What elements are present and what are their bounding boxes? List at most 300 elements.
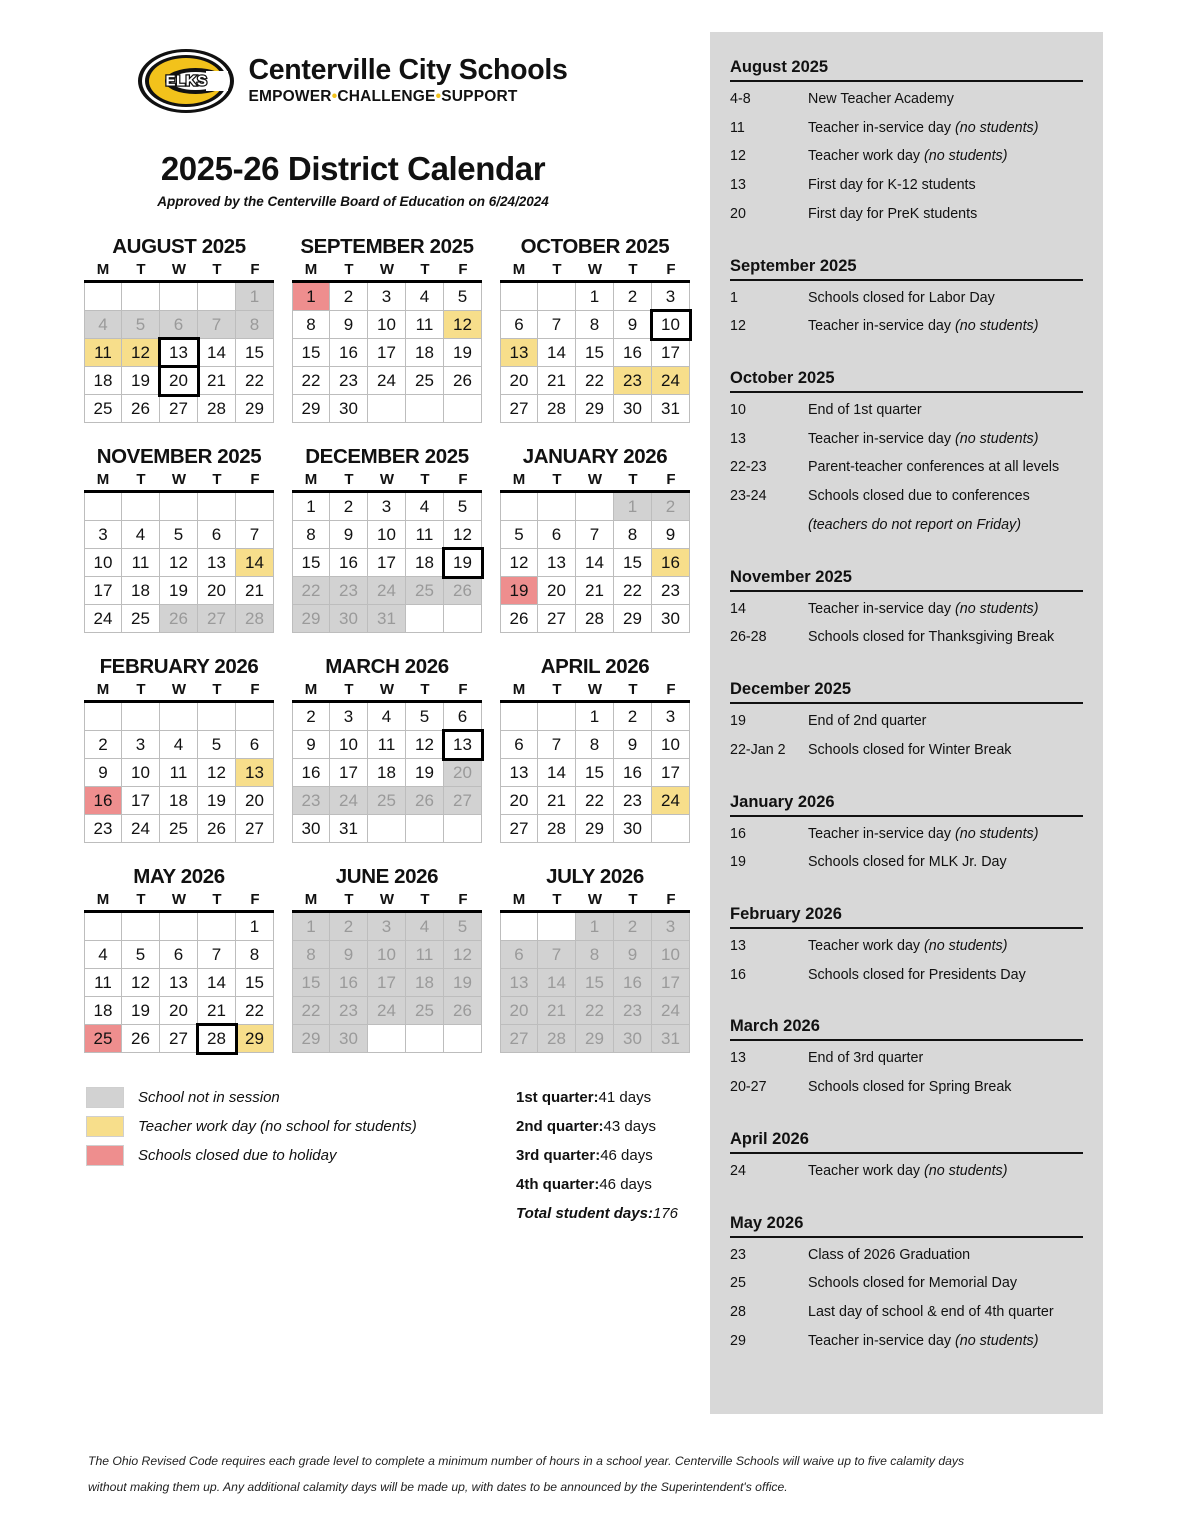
key-dates-sidebar — [710, 32, 1103, 1414]
day-cell[interactable]: 22 — [236, 997, 274, 1025]
day-cell[interactable]: 15 — [236, 339, 274, 367]
day-cell[interactable]: 19 — [122, 997, 160, 1025]
day-cell[interactable]: 17 — [652, 339, 690, 367]
day-cell[interactable]: 9 — [84, 759, 122, 787]
day-cell[interactable]: 9 — [652, 521, 690, 549]
day-cell[interactable]: 1 — [614, 493, 652, 521]
day-cell[interactable]: 5 — [444, 913, 482, 941]
day-cell[interactable]: 17 — [84, 577, 122, 605]
day-cell[interactable]: 27 — [500, 815, 538, 843]
day-cell[interactable]: 4 — [84, 941, 122, 969]
day-cell[interactable]: 27 — [538, 605, 576, 633]
day-cell[interactable]: 30 — [330, 605, 368, 633]
day-cell[interactable]: 10 — [368, 521, 406, 549]
day-cell[interactable]: 7 — [236, 521, 274, 549]
day-cell[interactable]: 28 — [236, 605, 274, 633]
day-cell[interactable]: 23 — [652, 577, 690, 605]
dow-label: T — [628, 261, 638, 278]
day-cell[interactable]: 21 — [538, 787, 576, 815]
day-cell[interactable]: 21 — [236, 577, 274, 605]
day-cell[interactable]: 8 — [576, 311, 614, 339]
day-cell[interactable]: 20 — [198, 577, 236, 605]
day-cell[interactable]: 19 — [122, 367, 160, 395]
day-cell[interactable]: 13 — [198, 549, 236, 577]
day-cell[interactable]: 13 — [160, 969, 198, 997]
day-cell[interactable]: 6 — [236, 731, 274, 759]
day-cell[interactable]: 25 — [122, 605, 160, 633]
day-cell[interactable]: 11 — [406, 521, 444, 549]
day-cell[interactable]: 20 — [160, 997, 198, 1025]
day-cell[interactable]: 8 — [292, 311, 330, 339]
day-cell[interactable]: 28 — [576, 605, 614, 633]
day-cell[interactable]: 16 — [330, 969, 368, 997]
day-cell[interactable]: 21 — [576, 577, 614, 605]
day-cell[interactable]: 23 — [614, 997, 652, 1025]
day-cell[interactable]: 6 — [444, 703, 482, 731]
dow-label: W — [587, 681, 603, 698]
day-cell[interactable]: 25 — [368, 787, 406, 815]
day-cell[interactable]: 29 — [292, 605, 330, 633]
sidebar-event-text — [808, 118, 1083, 139]
day-cell[interactable]: 1 — [576, 283, 614, 311]
day-cell[interactable]: 2 — [652, 493, 690, 521]
month-name: JULY 2026 — [546, 865, 644, 888]
sidebar-event — [730, 114, 1083, 143]
day-cell[interactable]: 17 — [652, 759, 690, 787]
sidebar-month-heading: January 2026 — [730, 793, 1083, 817]
day-cell[interactable]: 13 — [538, 549, 576, 577]
day-cell[interactable]: 26 — [444, 577, 482, 605]
day-cell[interactable]: 1 — [292, 913, 330, 941]
day-cell[interactable]: 19 — [444, 339, 482, 367]
day-cell[interactable]: 10 — [368, 311, 406, 339]
day-cell[interactable]: 30 — [614, 1025, 652, 1053]
day-cell[interactable]: 20 — [236, 787, 274, 815]
day-cell-empty — [538, 283, 576, 311]
day-cell[interactable]: 15 — [292, 969, 330, 997]
day-cell[interactable]: 8 — [292, 521, 330, 549]
day-cell[interactable]: 5 — [444, 283, 482, 311]
day-cell[interactable]: 11 — [406, 311, 444, 339]
day-cell[interactable]: 30 — [614, 815, 652, 843]
day-cell[interactable]: 16 — [330, 549, 368, 577]
day-cell[interactable]: 19 — [198, 787, 236, 815]
day-cell[interactable]: 3 — [330, 703, 368, 731]
day-cell[interactable]: 16 — [614, 759, 652, 787]
day-cell[interactable]: 9 — [330, 311, 368, 339]
day-cell[interactable]: 1 — [292, 283, 330, 311]
day-cell[interactable]: 1 — [292, 493, 330, 521]
day-cell[interactable]: 16 — [84, 787, 122, 815]
day-cell[interactable]: 6 — [500, 941, 538, 969]
sidebar-event-text-main: First day for K-12 students — [808, 177, 976, 194]
day-cell[interactable]: 6 — [160, 311, 198, 339]
day-cell[interactable]: 13 — [500, 339, 538, 367]
day-cell[interactable]: 18 — [160, 787, 198, 815]
day-cell[interactable]: 17 — [652, 969, 690, 997]
day-cell[interactable]: 13 — [444, 731, 482, 759]
day-cell[interactable]: 16 — [330, 339, 368, 367]
day-cell[interactable]: 18 — [84, 367, 122, 395]
day-cell[interactable]: 28 — [538, 815, 576, 843]
day-cell[interactable]: 12 — [198, 759, 236, 787]
day-cell[interactable]: 25 — [406, 577, 444, 605]
day-cell[interactable]: 12 — [444, 521, 482, 549]
month-calendar — [292, 235, 482, 423]
day-cell[interactable]: 6 — [500, 311, 538, 339]
day-cell[interactable]: 3 — [652, 913, 690, 941]
day-cell[interactable]: 29 — [292, 395, 330, 423]
day-cell[interactable]: 23 — [614, 787, 652, 815]
day-cell[interactable]: 10 — [122, 759, 160, 787]
day-cell[interactable]: 27 — [444, 787, 482, 815]
day-cell[interactable]: 30 — [652, 605, 690, 633]
day-cell[interactable]: 30 — [614, 395, 652, 423]
day-cell[interactable]: 24 — [84, 605, 122, 633]
day-cell[interactable]: 9 — [614, 731, 652, 759]
day-cell[interactable]: 20 — [538, 577, 576, 605]
day-cell[interactable]: 18 — [406, 969, 444, 997]
day-cell[interactable]: 17 — [368, 549, 406, 577]
day-cell[interactable]: 28 — [538, 395, 576, 423]
day-cell[interactable]: 3 — [84, 521, 122, 549]
day-cell[interactable]: 22 — [292, 577, 330, 605]
day-cell[interactable]: 14 — [576, 549, 614, 577]
day-cell[interactable]: 27 — [500, 1025, 538, 1053]
day-cell[interactable]: 22 — [576, 367, 614, 395]
sidebar-event-date: 13 — [730, 177, 746, 194]
day-cell[interactable]: 2 — [84, 731, 122, 759]
day-cell[interactable]: 1 — [576, 703, 614, 731]
day-cell[interactable]: 25 — [84, 395, 122, 423]
day-cell[interactable]: 22 — [292, 997, 330, 1025]
day-cell[interactable]: 27 — [198, 605, 236, 633]
day-cell[interactable]: 28 — [538, 1025, 576, 1053]
day-cell[interactable]: 19 — [500, 577, 538, 605]
day-cell[interactable]: 27 — [160, 1025, 198, 1053]
day-cell[interactable]: 25 — [160, 815, 198, 843]
dow-label: M — [96, 891, 110, 908]
day-cell[interactable]: 5 — [122, 941, 160, 969]
day-cell[interactable]: 18 — [406, 339, 444, 367]
sidebar-event-text-note: (no students) — [955, 119, 1039, 136]
day-cell[interactable]: 11 — [122, 549, 160, 577]
day-cell[interactable]: 19 — [444, 969, 482, 997]
day-cell[interactable]: 5 — [122, 311, 160, 339]
day-cell[interactable]: 24 — [368, 997, 406, 1025]
day-cell-empty — [406, 395, 444, 423]
day-cell[interactable]: 30 — [330, 1025, 368, 1053]
day-cell[interactable]: 31 — [368, 605, 406, 633]
day-cell[interactable]: 26 — [444, 997, 482, 1025]
day-cell[interactable]: 18 — [406, 549, 444, 577]
month-calendar — [500, 865, 690, 1053]
day-cell[interactable]: 9 — [330, 941, 368, 969]
day-cell[interactable]: 1 — [576, 913, 614, 941]
day-cell[interactable]: 25 — [406, 997, 444, 1025]
day-cell[interactable]: 31 — [652, 395, 690, 423]
day-cell[interactable]: 10 — [84, 549, 122, 577]
sidebar-event — [730, 707, 1083, 736]
day-cell[interactable]: 9 — [292, 731, 330, 759]
day-cell[interactable]: 8 — [292, 941, 330, 969]
sidebar-event-text — [808, 711, 1083, 732]
day-cell[interactable]: 20 — [500, 997, 538, 1025]
day-cell[interactable]: 26 — [406, 787, 444, 815]
day-cell[interactable]: 29 — [576, 815, 614, 843]
day-cell[interactable]: 2 — [292, 703, 330, 731]
day-cell[interactable]: 9 — [330, 521, 368, 549]
day-cell[interactable]: 20 — [500, 367, 538, 395]
day-cell[interactable]: 14 — [538, 339, 576, 367]
quarter-value: 46 days — [599, 1176, 652, 1193]
day-cell[interactable]: 22 — [576, 997, 614, 1025]
day-cell[interactable]: 8 — [576, 731, 614, 759]
day-cell[interactable]: 22 — [576, 787, 614, 815]
day-cell[interactable]: 24 — [652, 367, 690, 395]
sidebar-event-date: 12 — [730, 318, 746, 335]
day-cell[interactable]: 7 — [198, 941, 236, 969]
day-cell[interactable]: 21 — [198, 367, 236, 395]
day-cell[interactable]: 26 — [160, 605, 198, 633]
day-cell[interactable]: 6 — [500, 731, 538, 759]
day-cell[interactable]: 10 — [652, 311, 690, 339]
dow-label: T — [552, 891, 562, 908]
sidebar-event — [730, 1269, 1083, 1298]
sidebar-event-text — [808, 316, 1083, 337]
day-cell[interactable]: 16 — [614, 969, 652, 997]
day-cell[interactable]: 2 — [614, 913, 652, 941]
day-cell[interactable]: 6 — [538, 521, 576, 549]
day-cell[interactable]: 2 — [330, 493, 368, 521]
day-cell[interactable]: 13 — [160, 339, 198, 367]
day-cell[interactable]: 3 — [368, 283, 406, 311]
day-cell[interactable]: 3 — [368, 913, 406, 941]
day-cell[interactable]: 12 — [122, 339, 160, 367]
day-cell[interactable]: 2 — [614, 703, 652, 731]
day-cell[interactable]: 17 — [122, 787, 160, 815]
day-cell[interactable]: 16 — [614, 339, 652, 367]
day-cell[interactable]: 29 — [236, 395, 274, 423]
day-cell[interactable]: 10 — [330, 731, 368, 759]
day-cell[interactable]: 7 — [538, 941, 576, 969]
dow-label: T — [344, 891, 354, 908]
day-cell[interactable]: 3 — [652, 283, 690, 311]
day-cell[interactable]: 8 — [576, 941, 614, 969]
day-cell[interactable]: 4 — [368, 703, 406, 731]
day-cell[interactable]: 7 — [538, 311, 576, 339]
day-cell[interactable]: 28 — [198, 1025, 236, 1053]
day-cell[interactable]: 27 — [236, 815, 274, 843]
day-cell[interactable]: 19 — [444, 549, 482, 577]
sidebar-event-text — [808, 1273, 1083, 1294]
sidebar-event-text-main: First day for PreK students — [808, 205, 978, 222]
day-cell[interactable]: 16 — [652, 549, 690, 577]
day-cell[interactable]: 7 — [576, 521, 614, 549]
day-cell[interactable]: 23 — [330, 997, 368, 1025]
day-cell[interactable]: 14 — [236, 549, 274, 577]
day-cell[interactable]: 7 — [538, 731, 576, 759]
day-cell[interactable]: 15 — [576, 969, 614, 997]
day-cell[interactable]: 15 — [292, 339, 330, 367]
day-cell[interactable]: 20 — [160, 367, 198, 395]
day-cell[interactable]: 22 — [614, 577, 652, 605]
day-cell[interactable]: 14 — [198, 339, 236, 367]
day-cell[interactable]: 25 — [84, 1025, 122, 1053]
day-cell[interactable]: 17 — [330, 759, 368, 787]
day-cell[interactable]: 29 — [576, 1025, 614, 1053]
day-cell[interactable]: 25 — [406, 367, 444, 395]
day-cell[interactable]: 2 — [614, 283, 652, 311]
day-cell[interactable]: 4 — [160, 731, 198, 759]
day-cell[interactable]: 3 — [368, 493, 406, 521]
day-cell[interactable]: 4 — [122, 521, 160, 549]
day-cell[interactable]: 23 — [330, 577, 368, 605]
sidebar-event-text — [808, 146, 1083, 167]
day-cell[interactable]: 23 — [614, 367, 652, 395]
day-cell[interactable]: 24 — [652, 997, 690, 1025]
day-cell[interactable]: 23 — [292, 787, 330, 815]
day-cell[interactable]: 11 — [368, 731, 406, 759]
day-cell[interactable]: 15 — [576, 759, 614, 787]
day-cell[interactable]: 31 — [652, 1025, 690, 1053]
day-cell[interactable]: 26 — [198, 815, 236, 843]
dow-label: T — [212, 681, 222, 698]
day-cell[interactable]: 28 — [198, 395, 236, 423]
day-cell[interactable]: 23 — [330, 367, 368, 395]
day-cell[interactable]: 21 — [198, 997, 236, 1025]
day-cell[interactable]: 24 — [122, 815, 160, 843]
quarter-value: 46 days — [600, 1147, 653, 1164]
day-cell[interactable]: 11 — [84, 339, 122, 367]
day-cell[interactable]: 23 — [84, 815, 122, 843]
day-cell[interactable]: 24 — [368, 577, 406, 605]
day-cell[interactable]: 18 — [122, 577, 160, 605]
day-cell[interactable]: 5 — [444, 493, 482, 521]
day-cell[interactable]: 3 — [652, 703, 690, 731]
day-cell[interactable]: 6 — [160, 941, 198, 969]
day-cell[interactable]: 13 — [500, 969, 538, 997]
day-cell[interactable]: 30 — [330, 395, 368, 423]
day-cell[interactable]: 5 — [198, 731, 236, 759]
day-cell[interactable]: 29 — [292, 1025, 330, 1053]
sidebar-event-date: 1 — [730, 289, 738, 306]
day-cell[interactable]: 24 — [368, 367, 406, 395]
day-cell[interactable]: 27 — [160, 395, 198, 423]
day-cell[interactable]: 24 — [330, 787, 368, 815]
day-cell[interactable]: 14 — [538, 759, 576, 787]
day-cell[interactable]: 20 — [500, 787, 538, 815]
day-cell[interactable]: 24 — [652, 787, 690, 815]
day-cell[interactable]: 12 — [444, 941, 482, 969]
day-cell-empty — [122, 913, 160, 941]
day-cell[interactable]: 1 — [236, 283, 274, 311]
dow-label: M — [304, 891, 318, 908]
sidebar-event-text — [808, 429, 1083, 450]
day-cell[interactable]: 26 — [444, 367, 482, 395]
day-cell[interactable]: 17 — [368, 969, 406, 997]
dow-label: T — [552, 681, 562, 698]
day-cell[interactable]: 4 — [406, 283, 444, 311]
day-cell[interactable]: 29 — [236, 1025, 274, 1053]
day-cell[interactable]: 19 — [406, 759, 444, 787]
day-cell[interactable]: 5 — [500, 521, 538, 549]
day-cell[interactable]: 12 — [444, 311, 482, 339]
day-cell[interactable]: 4 — [84, 311, 122, 339]
day-cell[interactable]: 9 — [614, 941, 652, 969]
day-cell[interactable]: 8 — [236, 311, 274, 339]
day-cell[interactable]: 29 — [576, 395, 614, 423]
day-cell[interactable]: 12 — [500, 549, 538, 577]
sidebar-event — [730, 932, 1083, 961]
day-cell[interactable]: 7 — [198, 311, 236, 339]
sidebar-event-text-main: End of 3rd quarter — [808, 1050, 924, 1067]
day-cell[interactable]: 10 — [652, 731, 690, 759]
day-cell[interactable]: 12 — [160, 549, 198, 577]
day-cell[interactable]: 22 — [292, 367, 330, 395]
day-cell[interactable]: 21 — [538, 367, 576, 395]
day-cell[interactable]: 12 — [122, 969, 160, 997]
day-cell[interactable]: 22 — [236, 367, 274, 395]
day-cell[interactable]: 2 — [330, 283, 368, 311]
day-cell[interactable]: 26 — [500, 605, 538, 633]
day-cell[interactable]: 4 — [406, 493, 444, 521]
day-cell[interactable]: 1 — [236, 913, 274, 941]
day-cell[interactable]: 15 — [576, 339, 614, 367]
day-cell[interactable]: 8 — [614, 521, 652, 549]
day-cell[interactable]: 11 — [84, 969, 122, 997]
sidebar-event-list — [730, 396, 1083, 540]
day-cell[interactable]: 29 — [614, 605, 652, 633]
day-cell[interactable]: 19 — [160, 577, 198, 605]
day-cell[interactable]: 4 — [406, 913, 444, 941]
day-cell[interactable]: 13 — [500, 759, 538, 787]
day-cell[interactable]: 10 — [652, 941, 690, 969]
day-cell[interactable]: 27 — [500, 395, 538, 423]
day-cell[interactable]: 8 — [236, 941, 274, 969]
day-cell[interactable]: 15 — [236, 969, 274, 997]
day-cell[interactable]: 18 — [84, 997, 122, 1025]
dow-label: T — [136, 471, 146, 488]
day-cell[interactable]: 26 — [122, 1025, 160, 1053]
day-cell[interactable]: 20 — [444, 759, 482, 787]
day-cell[interactable]: 14 — [198, 969, 236, 997]
day-cell[interactable]: 11 — [160, 759, 198, 787]
day-cell[interactable]: 9 — [614, 311, 652, 339]
day-cell[interactable]: 10 — [368, 941, 406, 969]
day-cell[interactable]: 15 — [614, 549, 652, 577]
day-cell[interactable]: 18 — [368, 759, 406, 787]
day-cell[interactable]: 30 — [292, 815, 330, 843]
day-cell[interactable]: 31 — [330, 815, 368, 843]
day-cell[interactable]: 5 — [160, 521, 198, 549]
day-cell[interactable]: 6 — [198, 521, 236, 549]
day-cell[interactable]: 11 — [406, 941, 444, 969]
day-cell[interactable]: 15 — [292, 549, 330, 577]
month-day-grid — [292, 910, 482, 1053]
day-cell[interactable]: 5 — [406, 703, 444, 731]
day-cell[interactable]: 17 — [368, 339, 406, 367]
day-cell[interactable]: 14 — [538, 969, 576, 997]
day-cell[interactable]: 12 — [406, 731, 444, 759]
day-cell[interactable]: 26 — [122, 395, 160, 423]
tagline-support: SUPPORT — [441, 87, 518, 105]
day-cell[interactable]: 16 — [292, 759, 330, 787]
day-cell[interactable]: 2 — [330, 913, 368, 941]
day-cell[interactable]: 21 — [538, 997, 576, 1025]
day-cell[interactable]: 13 — [236, 759, 274, 787]
day-cell[interactable]: 3 — [122, 731, 160, 759]
